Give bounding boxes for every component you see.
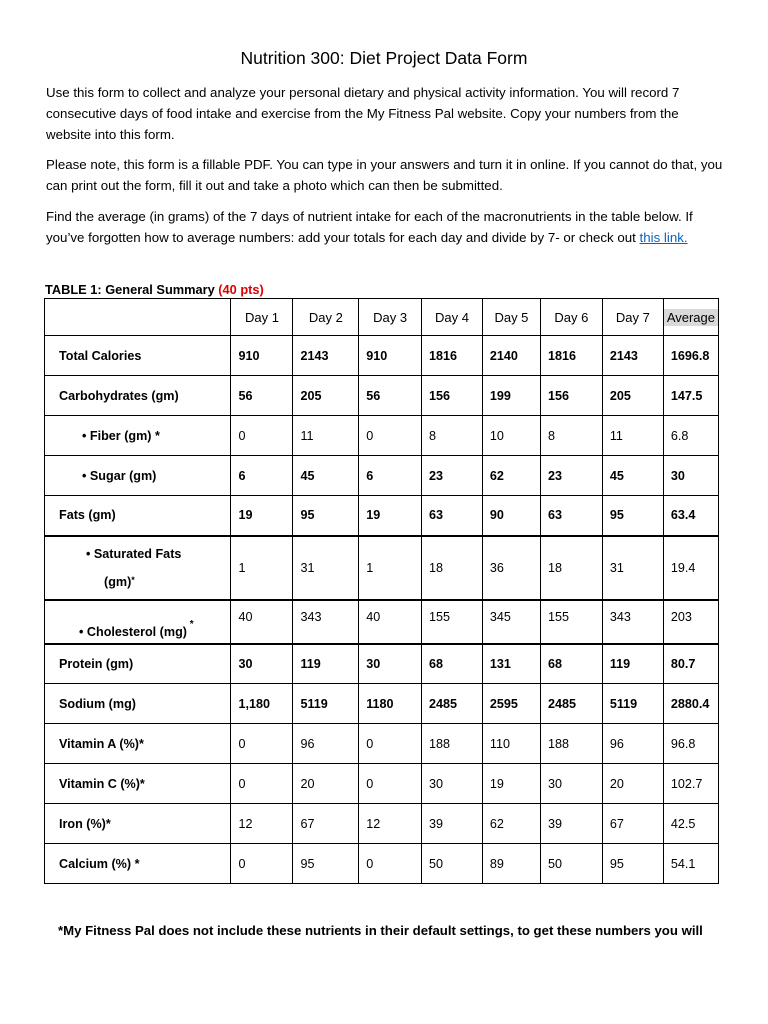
cell-fiber-day-1[interactable]: 0 <box>231 416 293 456</box>
cell-total-calories-day-6[interactable]: 1816 <box>540 336 602 376</box>
table-header-corner <box>45 299 231 336</box>
cell-iron-day-4[interactable]: 39 <box>422 804 483 844</box>
asterisk-mark: * <box>131 574 135 585</box>
cell-sugar-day-5[interactable]: 62 <box>482 456 540 496</box>
cell-sugar-day-7[interactable]: 45 <box>602 456 663 496</box>
row-label-text: • Fiber (gm) * <box>82 428 160 443</box>
cell-carbohydrates-day-6[interactable]: 156 <box>540 376 602 416</box>
cell-cholesterol-day-4[interactable]: 155 <box>422 600 483 644</box>
cell-sugar-day-2[interactable]: 45 <box>293 456 359 496</box>
cell-fats-day-2[interactable]: 95 <box>293 496 359 536</box>
table-row-cholesterol <box>45 600 719 644</box>
note-paragraph: Please note, this form is a fillable PDF. You can type in your answers and turn it in online. If you cannot do that, you can print out the form, fill it out and take a photo which can then be submitted. <box>46 157 723 193</box>
cell-fats-day-4[interactable]: 63 <box>422 496 483 536</box>
cell-saturated-fats-day-7[interactable]: 31 <box>602 536 663 600</box>
cell-sodium-average[interactable]: 2880.4 <box>663 684 718 724</box>
row-label-text: Fats (gm) <box>59 508 116 523</box>
cell-sodium-day-6[interactable]: 2485 <box>540 684 602 724</box>
row-label-text: Total Calories <box>59 348 142 363</box>
cell-protein-day-5[interactable]: 131 <box>482 644 540 684</box>
cell-sodium-day-1[interactable]: 1,180 <box>231 684 293 724</box>
cell-calcium-day-4[interactable]: 50 <box>422 844 483 884</box>
cell-saturated-fats-day-2[interactable]: 31 <box>293 536 359 600</box>
row-label-cholesterol <box>45 600 231 644</box>
row-label-text: Carbohydrates (gm) <box>59 388 179 403</box>
cell-fiber-day-4[interactable]: 8 <box>422 416 483 456</box>
cell-fats-average[interactable]: 63.4 <box>663 496 718 536</box>
cell-carbohydrates-day-4[interactable]: 156 <box>422 376 483 416</box>
row-label-fats <box>45 496 231 536</box>
cell-sodium-day-3[interactable]: 1180 <box>359 684 422 724</box>
cell-saturated-fats-day-3[interactable]: 1 <box>359 536 422 600</box>
cell-carbohydrates-day-7[interactable]: 205 <box>602 376 663 416</box>
cell-protein-day-7[interactable]: 119 <box>602 644 663 684</box>
cell-carbohydrates-day-2[interactable]: 205 <box>293 376 359 416</box>
cell-iron-day-6[interactable]: 39 <box>540 804 602 844</box>
row-label-saturated-fats <box>45 536 231 600</box>
cell-iron-day-5[interactable]: 62 <box>482 804 540 844</box>
table-row-sugar <box>45 456 719 496</box>
row-label-carbohydrates <box>45 376 231 416</box>
cell-fiber-day-3[interactable]: 0 <box>359 416 422 456</box>
cell-total-calories-day-4[interactable]: 1816 <box>422 336 483 376</box>
row-label-text: Vitamin C (%)* <box>59 776 145 791</box>
cell-saturated-fats-day-6[interactable]: 18 <box>540 536 602 600</box>
row-label-sugar <box>45 456 231 496</box>
cell-protein-day-1[interactable]: 30 <box>231 644 293 684</box>
cell-total-calories-day-7[interactable]: 2143 <box>602 336 663 376</box>
header-day-4: Day 4 <box>422 299 483 336</box>
cell-calcium-average[interactable]: 54.1 <box>663 844 718 884</box>
row-label-fiber <box>45 416 231 456</box>
cell-vitamin-c-average[interactable]: 102.7 <box>663 764 718 804</box>
cell-fats-day-1[interactable]: 19 <box>231 496 293 536</box>
row-label-iron <box>45 804 231 844</box>
cell-carbohydrates-day-3[interactable]: 56 <box>359 376 422 416</box>
average-help-link[interactable]: this link. <box>639 230 688 245</box>
cell-cholesterol-day-1[interactable]: 40 <box>231 600 293 644</box>
cell-vitamin-c-day-7[interactable]: 20 <box>602 764 663 804</box>
cell-total-calories-average[interactable]: 1696.8 <box>663 336 718 376</box>
row-label-text-line2 <box>86 575 230 589</box>
cell-calcium-day-7[interactable]: 95 <box>602 844 663 884</box>
table-caption <box>45 281 264 299</box>
cell-saturated-fats-day-4[interactable]: 18 <box>422 536 483 600</box>
row-label-text: Sodium (mg) <box>59 696 136 711</box>
row-label-text: Protein (gm) <box>59 656 134 671</box>
row-label-calcium <box>45 844 231 884</box>
cell-vitamin-c-day-1[interactable]: 0 <box>231 764 293 804</box>
cell-sodium-day-4[interactable]: 2485 <box>422 684 483 724</box>
table-row-carbohydrates <box>45 376 719 416</box>
table-row-total-calories <box>45 336 719 376</box>
cell-protein-day-4[interactable]: 68 <box>422 644 483 684</box>
cell-fats-day-6[interactable]: 63 <box>540 496 602 536</box>
row-label-text: • Cholesterol (mg) <box>79 624 187 639</box>
header-average-label: Average <box>664 309 718 326</box>
row-label-total-calories <box>45 336 231 376</box>
cell-vitamin-c-day-4[interactable]: 30 <box>422 764 483 804</box>
table-row-fiber <box>45 416 719 456</box>
cell-vitamin-a-day-2[interactable]: 96 <box>293 724 359 764</box>
cell-vitamin-a-day-7[interactable]: 96 <box>602 724 663 764</box>
cell-calcium-day-6[interactable]: 50 <box>540 844 602 884</box>
cell-carbohydrates-day-5[interactable]: 199 <box>482 376 540 416</box>
header-day-1: Day 1 <box>231 299 293 336</box>
table-row-protein <box>45 644 719 684</box>
cell-cholesterol-day-3[interactable]: 40 <box>359 600 422 644</box>
cell-iron-day-1[interactable]: 12 <box>231 804 293 844</box>
cell-cholesterol-day-5[interactable]: 345 <box>482 600 540 644</box>
cell-iron-average[interactable]: 42.5 <box>663 804 718 844</box>
row-label-text: • Saturated Fats <box>86 546 182 561</box>
table-row-iron <box>45 804 719 844</box>
cell-vitamin-c-day-6[interactable]: 30 <box>540 764 602 804</box>
table-row-calcium <box>45 844 719 884</box>
row-label-text: • Sugar (gm) <box>82 468 157 483</box>
cell-protein-day-3[interactable]: 30 <box>359 644 422 684</box>
table-caption-label: TABLE 1: General Summary <box>45 282 219 297</box>
cell-vitamin-a-average[interactable]: 96.8 <box>663 724 718 764</box>
cell-fats-day-5[interactable]: 90 <box>482 496 540 536</box>
cell-calcium-day-1[interactable]: 0 <box>231 844 293 884</box>
cell-vitamin-c-day-5[interactable]: 19 <box>482 764 540 804</box>
cell-fats-day-3[interactable]: 19 <box>359 496 422 536</box>
table-row-fats <box>45 496 719 536</box>
cell-vitamin-a-day-3[interactable]: 0 <box>359 724 422 764</box>
cell-cholesterol-day-6[interactable]: 155 <box>540 600 602 644</box>
header-day-5: Day 5 <box>482 299 540 336</box>
row-label-unit: (gm) <box>104 574 132 589</box>
row-label-vitamin-c <box>45 764 231 804</box>
page-title: Nutrition 300: Diet Project Data Form <box>240 48 528 68</box>
footnote: *My Fitness Pal does not include these nutrients in their default settings, to get these numbers you will <box>58 923 703 938</box>
asterisk-mark: * <box>186 618 194 630</box>
cell-saturated-fats-average[interactable]: 19.4 <box>663 536 718 600</box>
cell-iron-day-2[interactable]: 67 <box>293 804 359 844</box>
cell-calcium-day-2[interactable]: 95 <box>293 844 359 884</box>
cell-fiber-day-5[interactable]: 10 <box>482 416 540 456</box>
cell-saturated-fats-day-1[interactable]: 1 <box>231 536 293 600</box>
cell-vitamin-c-day-3[interactable]: 0 <box>359 764 422 804</box>
table-caption-points: (40 pts) <box>218 282 264 297</box>
instructions-text: Find the average (in grams) of the 7 days of nutrient intake for each of the macronutrients in the table below. If you’ve forgotten how to average numbers: add your totals for each day and divide by 7- or check out <box>46 209 693 245</box>
table-row-vitamin-a <box>45 724 719 764</box>
row-label-protein <box>45 644 231 684</box>
cell-calcium-day-3[interactable]: 0 <box>359 844 422 884</box>
cell-cholesterol-day-2[interactable]: 343 <box>293 600 359 644</box>
cell-sodium-day-7[interactable]: 5119 <box>602 684 663 724</box>
header-day-3: Day 3 <box>359 299 422 336</box>
cell-saturated-fats-day-5[interactable]: 36 <box>482 536 540 600</box>
instructions-paragraph <box>46 206 726 248</box>
header-average <box>663 299 718 336</box>
cell-vitamin-a-day-4[interactable]: 188 <box>422 724 483 764</box>
row-label-sodium <box>45 684 231 724</box>
cell-protein-day-2[interactable]: 119 <box>293 644 359 684</box>
cell-total-calories-day-3[interactable]: 910 <box>359 336 422 376</box>
cell-sugar-day-4[interactable]: 23 <box>422 456 483 496</box>
header-day-6: Day 6 <box>540 299 602 336</box>
header-day-7: Day 7 <box>602 299 663 336</box>
cell-cholesterol-day-7[interactable]: 343 <box>602 600 663 644</box>
cell-vitamin-a-day-5[interactable]: 110 <box>482 724 540 764</box>
cell-vitamin-c-day-2[interactable]: 20 <box>293 764 359 804</box>
row-label-text: Calcium (%) * <box>59 856 140 871</box>
cell-vitamin-a-day-1[interactable]: 0 <box>231 724 293 764</box>
general-summary-table <box>44 298 719 884</box>
cell-fiber-day-6[interactable]: 8 <box>540 416 602 456</box>
cell-sugar-day-1[interactable]: 6 <box>231 456 293 496</box>
cell-fats-day-7[interactable]: 95 <box>602 496 663 536</box>
cell-total-calories-day-2[interactable]: 2143 <box>293 336 359 376</box>
cell-carbohydrates-average[interactable]: 147.5 <box>663 376 718 416</box>
row-label-text: Vitamin A (%)* <box>59 736 144 751</box>
cell-cholesterol-average[interactable]: 203 <box>663 600 718 644</box>
table-row-saturated-fats <box>45 536 719 600</box>
cell-carbohydrates-day-1[interactable]: 56 <box>231 376 293 416</box>
table-header-row <box>45 299 719 336</box>
cell-sugar-day-3[interactable]: 6 <box>359 456 422 496</box>
cell-iron-day-3[interactable]: 12 <box>359 804 422 844</box>
cell-iron-day-7[interactable]: 67 <box>602 804 663 844</box>
cell-sodium-day-2[interactable]: 5119 <box>293 684 359 724</box>
table-row-vitamin-c <box>45 764 719 804</box>
cell-total-calories-day-5[interactable]: 2140 <box>482 336 540 376</box>
cell-fiber-day-7[interactable]: 11 <box>602 416 663 456</box>
cell-fiber-day-2[interactable]: 11 <box>293 416 359 456</box>
cell-total-calories-day-1[interactable]: 910 <box>231 336 293 376</box>
cell-sodium-day-5[interactable]: 2595 <box>482 684 540 724</box>
header-day-2: Day 2 <box>293 299 359 336</box>
intro-paragraph: Use this form to collect and analyze your personal dietary and physical activity information. You will record 7 consecutive days of food intake and exercise from the My Fitness Pal website. Copy your numbers from the website into this form. <box>46 85 680 142</box>
row-label-vitamin-a <box>45 724 231 764</box>
row-label-text: Iron (%)* <box>59 816 111 831</box>
cell-protein-average[interactable]: 80.7 <box>663 644 718 684</box>
cell-sugar-average[interactable]: 30 <box>663 456 718 496</box>
cell-protein-day-6[interactable]: 68 <box>540 644 602 684</box>
cell-fiber-average[interactable]: 6.8 <box>663 416 718 456</box>
table-row-sodium <box>45 684 719 724</box>
cell-vitamin-a-day-6[interactable]: 188 <box>540 724 602 764</box>
cell-calcium-day-5[interactable]: 89 <box>482 844 540 884</box>
cell-sugar-day-6[interactable]: 23 <box>540 456 602 496</box>
